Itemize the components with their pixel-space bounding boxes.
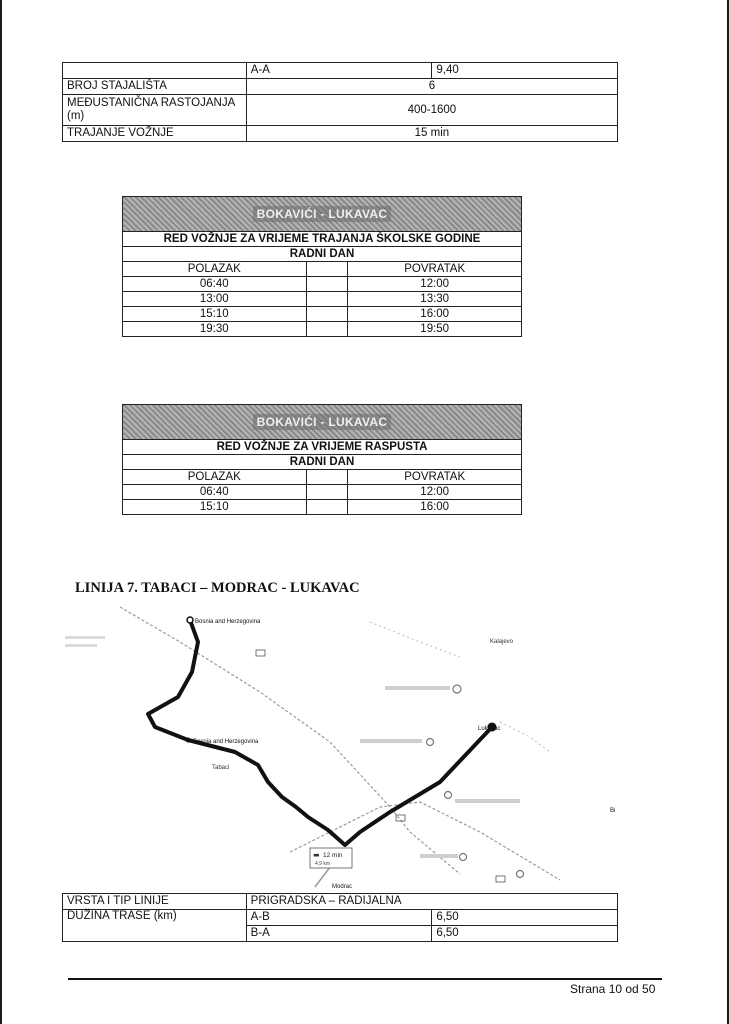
- table-row: [63, 894, 618, 910]
- map-label-modrac: Modrac: [332, 884, 353, 890]
- table-row: [123, 485, 522, 500]
- length-cell: 6,50: [432, 910, 618, 926]
- departure-time: 15:10: [123, 307, 307, 322]
- page-edge-left: [0, 0, 2, 1024]
- line-heading: LINIJA 7. TABACI – MODRAC - LUKAVAC: [75, 580, 360, 596]
- label-cell: MEĐUSTANIČNA RASTOJANJA (m): [63, 95, 247, 126]
- poi-icon: [427, 739, 434, 746]
- table-row: [63, 63, 618, 79]
- direction-cell: B-A: [246, 926, 432, 942]
- poi-label: [455, 799, 520, 803]
- table-row: [123, 292, 522, 307]
- departure-header: POLAZAK: [123, 262, 307, 277]
- map-label-bosnia-mid: Bosnia and Herzegovina: [193, 739, 259, 745]
- poi-icon: [453, 685, 461, 693]
- departure-time: 15:10: [123, 500, 307, 515]
- return-time: 13:30: [348, 292, 522, 307]
- road: [500, 722, 550, 752]
- table-row: [63, 910, 618, 926]
- table-row: [123, 322, 522, 337]
- label-cell: BROJ STAJALIŠTA: [63, 79, 247, 95]
- poi-label: [360, 739, 422, 743]
- departure-time: 19:30: [123, 322, 307, 337]
- map-label-kalajevo: Kalajevo: [490, 639, 514, 645]
- route-duration: 12 min: [323, 852, 343, 859]
- poi-icon: [445, 792, 452, 799]
- table-row: [123, 500, 522, 515]
- table-row: [63, 95, 618, 126]
- line-info-table: [62, 62, 618, 142]
- table-row: [63, 126, 618, 142]
- route-start-marker: [187, 617, 193, 623]
- route-header: [123, 405, 522, 440]
- route-name: BOKAVIĆI - LUKAVAC: [253, 414, 392, 430]
- label-cell: [63, 63, 247, 79]
- departure-header: POLAZAK: [123, 470, 307, 485]
- departure-time: 06:40: [123, 485, 307, 500]
- return-header: POVRATAK: [348, 470, 522, 485]
- bus-icon: ▬: [313, 851, 320, 859]
- schedule-title: RED VOŽNJE ZA VRIJEME TRAJANJA ŠKOLSKE GODINE: [123, 232, 522, 247]
- return-time: 19:50: [348, 322, 522, 337]
- schedule-day: RADNI DAN: [123, 247, 522, 262]
- return-time: 12:00: [348, 277, 522, 292]
- length-cell: 9,40: [432, 63, 618, 79]
- waypoint-marker: [186, 738, 191, 743]
- table-row: [123, 277, 522, 292]
- map-label-edge: Bi: [610, 808, 616, 814]
- ride-duration: 15 min: [246, 126, 617, 142]
- return-time: 16:00: [348, 500, 522, 515]
- departure-time: 13:00: [123, 292, 307, 307]
- route-distance: 4,9 km: [315, 861, 331, 867]
- road-shield-icon: [256, 650, 265, 656]
- return-time: 12:00: [348, 485, 522, 500]
- poi-icon: [517, 871, 524, 878]
- table-row: [63, 79, 618, 95]
- return-time: 16:00: [348, 307, 522, 322]
- line-type-table: [62, 893, 618, 942]
- stops-count: 6: [246, 79, 617, 95]
- map-label-bosnia-top: Bosnia and Herzegovina: [195, 619, 261, 625]
- stop-distance: 400-1600: [246, 95, 617, 126]
- table-row: [123, 307, 522, 322]
- footer-rule: [68, 978, 662, 980]
- map-label-tabaci: Tabaci: [212, 765, 230, 771]
- label-cell: DUŽINA TRASE (km): [63, 910, 247, 942]
- schedule-school-table: [122, 196, 522, 337]
- route-header: [123, 197, 522, 232]
- schedule-title: RED VOŽNJE ZA VRIJEME RASPUSTA: [123, 440, 522, 455]
- route-name: BOKAVIĆI - LUKAVAC: [253, 206, 392, 222]
- return-header: POVRATAK: [348, 262, 522, 277]
- road: [370, 622, 460, 657]
- poi-label: [420, 854, 458, 858]
- map-label-lukavac: Lukavac: [478, 726, 501, 732]
- line-type-value: PRIGRADSKA – RADIJALNA: [246, 894, 617, 910]
- poi-icon: [460, 854, 467, 861]
- road-shield-icon: [496, 876, 505, 882]
- poi-label: [385, 686, 450, 690]
- schedule-holiday-table: [122, 404, 522, 515]
- route-map: [60, 602, 620, 892]
- poi-label: [65, 644, 97, 647]
- poi-label: [65, 636, 105, 639]
- departure-time: 06:40: [123, 277, 307, 292]
- length-cell: 6,50: [432, 926, 618, 942]
- page-number: Strana 10 od 50: [570, 982, 656, 996]
- label-cell: VRSTA I TIP LINIJE: [63, 894, 247, 910]
- schedule-day: RADNI DAN: [123, 455, 522, 470]
- direction-cell: A-B: [246, 910, 432, 926]
- label-cell: TRAJANJE VOŽNJE: [63, 126, 247, 142]
- direction-cell: A-A: [246, 63, 432, 79]
